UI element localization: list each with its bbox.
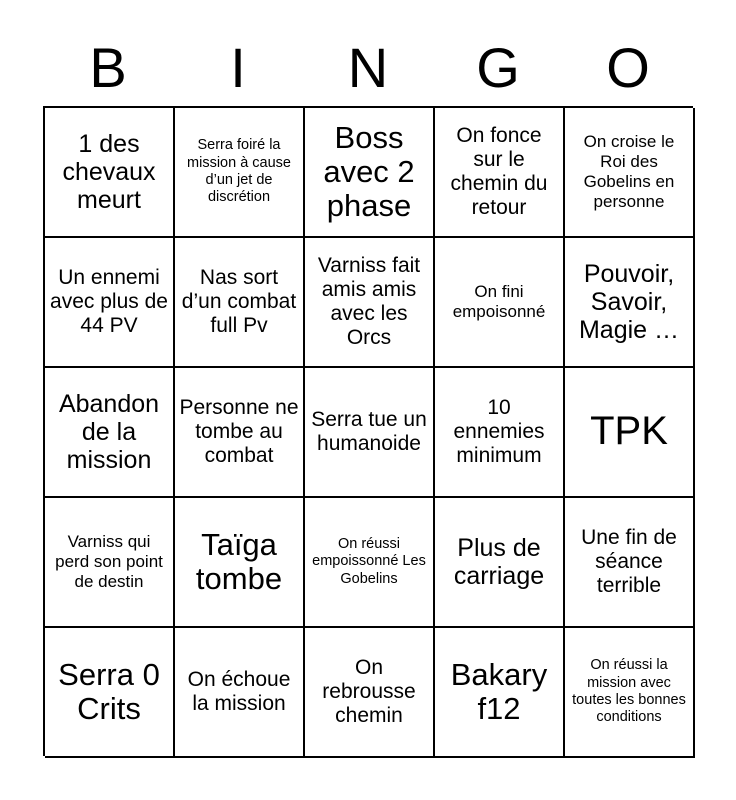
bingo-cell-label: On réussi la mission avec toutes les bonnes conditions: [572, 657, 686, 726]
bingo-cell[interactable]: [305, 368, 435, 498]
bingo-cell[interactable]: [565, 238, 695, 368]
bingo-header: [43, 33, 693, 103]
bingo-cell[interactable]: [435, 238, 565, 368]
bingo-cell-label: 10 ennemies minimum: [453, 395, 545, 468]
bingo-cell-label: Une fin de séance terrible: [581, 525, 677, 598]
bingo-cell-label: Bakary f12: [450, 656, 548, 726]
bingo-cell-label: Pouvoir, Savoir, Magie …: [578, 260, 680, 344]
bingo-cell-label: Varniss fait amis amis avec les Orcs: [317, 253, 421, 350]
bingo-cell[interactable]: [175, 368, 305, 498]
bingo-cell[interactable]: [305, 498, 435, 628]
bingo-cell-label: 1 des chevaux meurt: [62, 130, 156, 214]
header-letter-n: N: [347, 36, 389, 99]
bingo-cell-label: Serra tue un humanoide: [311, 407, 427, 455]
header-letter-o: O: [606, 36, 650, 99]
bingo-cell[interactable]: [175, 108, 305, 238]
bingo-cell[interactable]: [565, 108, 695, 238]
bingo-cell[interactable]: [565, 628, 695, 758]
bingo-cell[interactable]: [435, 108, 565, 238]
bingo-cell-label: Nas sort d’un combat full Pv: [181, 265, 297, 338]
bingo-cell-label: Abandon de la mission: [58, 390, 160, 474]
bingo-cell-label: Personne ne tombe au combat: [179, 395, 299, 468]
bingo-cell[interactable]: [175, 498, 305, 628]
bingo-grid: [43, 106, 693, 756]
bingo-cell[interactable]: [45, 238, 175, 368]
bingo-cell-label: TPK: [590, 409, 668, 454]
bingo-cell[interactable]: [45, 108, 175, 238]
header-letter-i: I: [230, 36, 246, 99]
bingo-cell[interactable]: [45, 628, 175, 758]
bingo-cell-label: Taïga tombe: [195, 526, 283, 596]
bingo-cell[interactable]: [175, 628, 305, 758]
bingo-cell[interactable]: [45, 368, 175, 498]
bingo-cell-label: Serra foiré la mission à cause d’un jet de discrétion: [187, 137, 291, 206]
bingo-cell-label: Plus de carriage: [453, 534, 545, 590]
bingo-cell-label: Serra 0 Crits: [58, 656, 160, 726]
bingo-cell[interactable]: [45, 498, 175, 628]
bingo-cell-label: Varniss qui perd son point de destin: [55, 531, 163, 592]
bingo-cell-label: On fini empoisonné: [452, 281, 546, 321]
bingo-cell-label: On échoue la mission: [187, 667, 291, 715]
bingo-cell-label: On réussi empoissonné Les Gobelins: [312, 535, 426, 587]
bingo-cell[interactable]: [305, 108, 435, 238]
header-letter-b: B: [89, 36, 127, 99]
bingo-cell[interactable]: [565, 498, 695, 628]
bingo-cell-label: Un ennemi avec plus de 44 PV: [50, 265, 168, 338]
bingo-cell-label: On fonce sur le chemin du retour: [450, 123, 548, 220]
bingo-cell[interactable]: [175, 238, 305, 368]
bingo-cell-label: On rebrousse chemin: [322, 655, 416, 728]
bingo-cell[interactable]: [305, 238, 435, 368]
bingo-cell[interactable]: [565, 368, 695, 498]
bingo-cell-label: Boss avec 2 phase: [323, 119, 415, 224]
bingo-cell-label: On croise le Roi des Gobelins en personne: [583, 131, 675, 212]
bingo-cell[interactable]: [435, 628, 565, 758]
bingo-cell[interactable]: [435, 498, 565, 628]
bingo-cell[interactable]: [305, 628, 435, 758]
bingo-cell[interactable]: [435, 368, 565, 498]
header-letter-g: G: [476, 36, 520, 99]
